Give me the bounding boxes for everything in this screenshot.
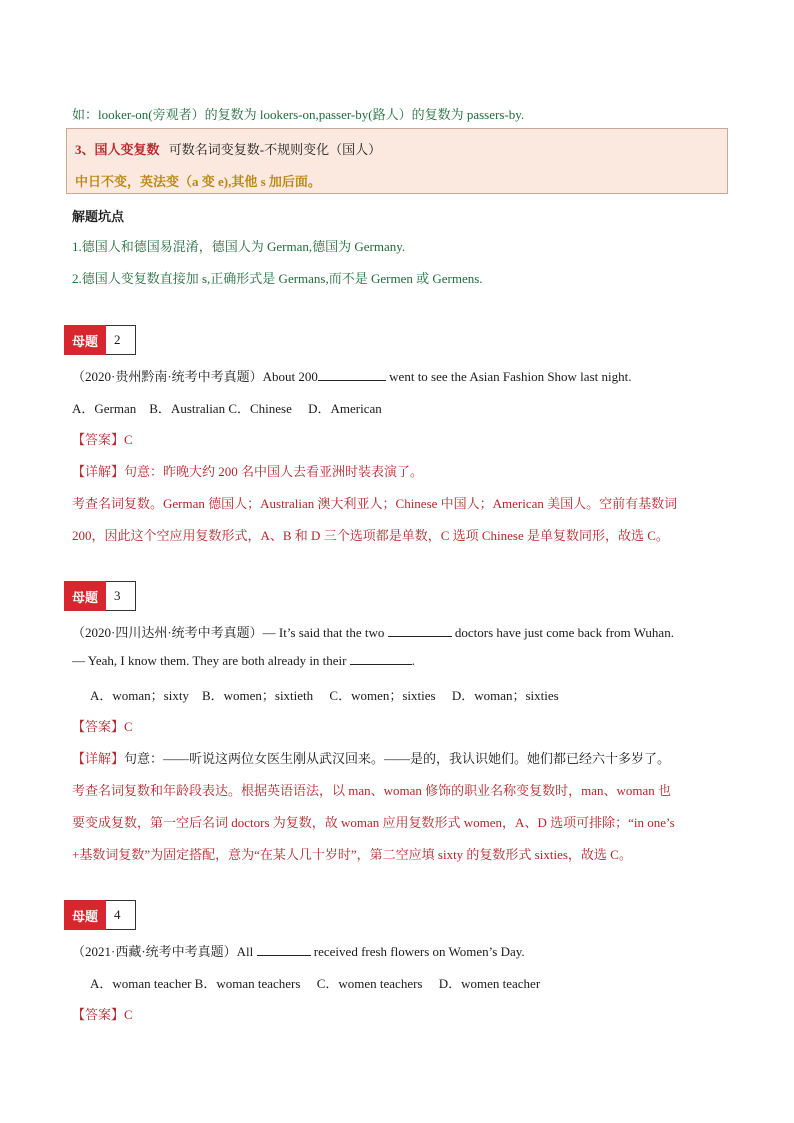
question-badge xyxy=(64,325,136,355)
question-options: A．woman teacher B．woman teachers C．women teachers D．women teacher xyxy=(90,976,541,991)
question-source: （2020·贵州黔南·统考中考真题） xyxy=(72,369,263,384)
answer-value: C xyxy=(124,719,133,734)
question-badge xyxy=(64,900,136,930)
rule-box xyxy=(66,128,728,194)
rule-heading xyxy=(75,139,381,158)
question-number: 4 xyxy=(106,900,136,930)
detail-line: +基数词复数”为固定搭配，意为“在某人几十岁时”，第二空应填 sixty 的复数形式 sixties，故选 C。 xyxy=(72,847,632,862)
rule-body: 中日不变，英法变（a 变 e),其他 s 加后面。 xyxy=(75,174,321,189)
detail-line: 200，因此这个空应用复数形式，A、B 和 D 三个选项都是单数，C 选项 Chinese 是单复数同形，故选 C。 xyxy=(72,528,669,543)
badge-label: 母题 xyxy=(64,581,106,611)
answer-blank xyxy=(257,955,311,956)
badge-label: 母题 xyxy=(64,325,106,355)
question-stem: （2020·贵州黔南·统考中考真题）About 200 went to see the Asian Fashion Show last night. xyxy=(72,369,632,384)
question-number: 3 xyxy=(106,581,136,611)
pitfalls-title: 解题坑点 xyxy=(72,209,125,224)
example-line: 如：looker-on(旁观者）的复数为 lookers-on,passer-by(路人）的复数为 passers-by. xyxy=(72,107,525,122)
question-number: 2 xyxy=(106,325,136,355)
detail-line: 考查名词复数和年龄段表达。根据英语语法，以 man、woman 修饰的职业名称变复数时，man、woman 也 xyxy=(72,783,672,798)
question-badge xyxy=(64,581,136,611)
answer-line: 【答案】C xyxy=(72,432,133,447)
answer-line: 【答案】C xyxy=(72,719,133,734)
rule-subtitle: 可数名词变复数-不规则变化（国人） xyxy=(168,142,382,157)
answer-value: C xyxy=(124,1007,133,1022)
detail-line: 考查名词复数。German 德国人；Australian 澳大利亚人；Chinese 中国人；American 美国人。空前有基数词 xyxy=(72,496,678,511)
answer-value: C xyxy=(124,432,133,447)
question-source: （2021·西藏·统考中考真题） xyxy=(72,944,237,959)
pitfall-item: 2.德国人变复数直接加 s,正确形式是 Germans,而不是 Germen 或 Germens. xyxy=(72,271,483,286)
question-stem: （2021·西藏·统考中考真题）All received fresh flowers on Women’s Day. xyxy=(72,944,525,959)
answer-line: 【答案】C xyxy=(72,1007,133,1022)
question-source: （2020·四川达州·统考中考真题） xyxy=(72,625,263,640)
answer-blank xyxy=(350,664,412,665)
answer-blank xyxy=(318,380,386,381)
pitfall-item: 1.德国人和德国易混淆，德国人为 German,德国为 Germany. xyxy=(72,239,406,254)
badge-label: 母题 xyxy=(64,900,106,930)
detail-line: 【详解】句意：——听说这两位女医生刚从武汉回来。——是的，我认识她们。她们都已经六十多岁了。 xyxy=(72,751,671,766)
detail-line: 要变成复数，第一空后名词 doctors 为复数，故 woman 应用复数形式 women，A、D 选项可排除；“in one’s xyxy=(72,815,675,830)
question-options: A．woman；sixty B．women；sixtieth C．women；sixties D．woman；sixties xyxy=(90,688,559,703)
rule-number: 3、国人变复数 xyxy=(75,142,160,157)
answer-blank xyxy=(388,636,452,637)
question-stem: （2020·四川达州·统考中考真题）— It’s said that the two doctors have just come back from Wuhan. xyxy=(72,625,674,640)
detail-line: 【详解】句意：昨晚大约 200 名中国人去看亚洲时装表演了。 xyxy=(72,464,424,479)
question-options: A．German B．Australian C．Chinese D．American xyxy=(72,401,382,416)
question-stem-line2: — Yeah, I know them. They are both already in their . xyxy=(72,653,415,668)
